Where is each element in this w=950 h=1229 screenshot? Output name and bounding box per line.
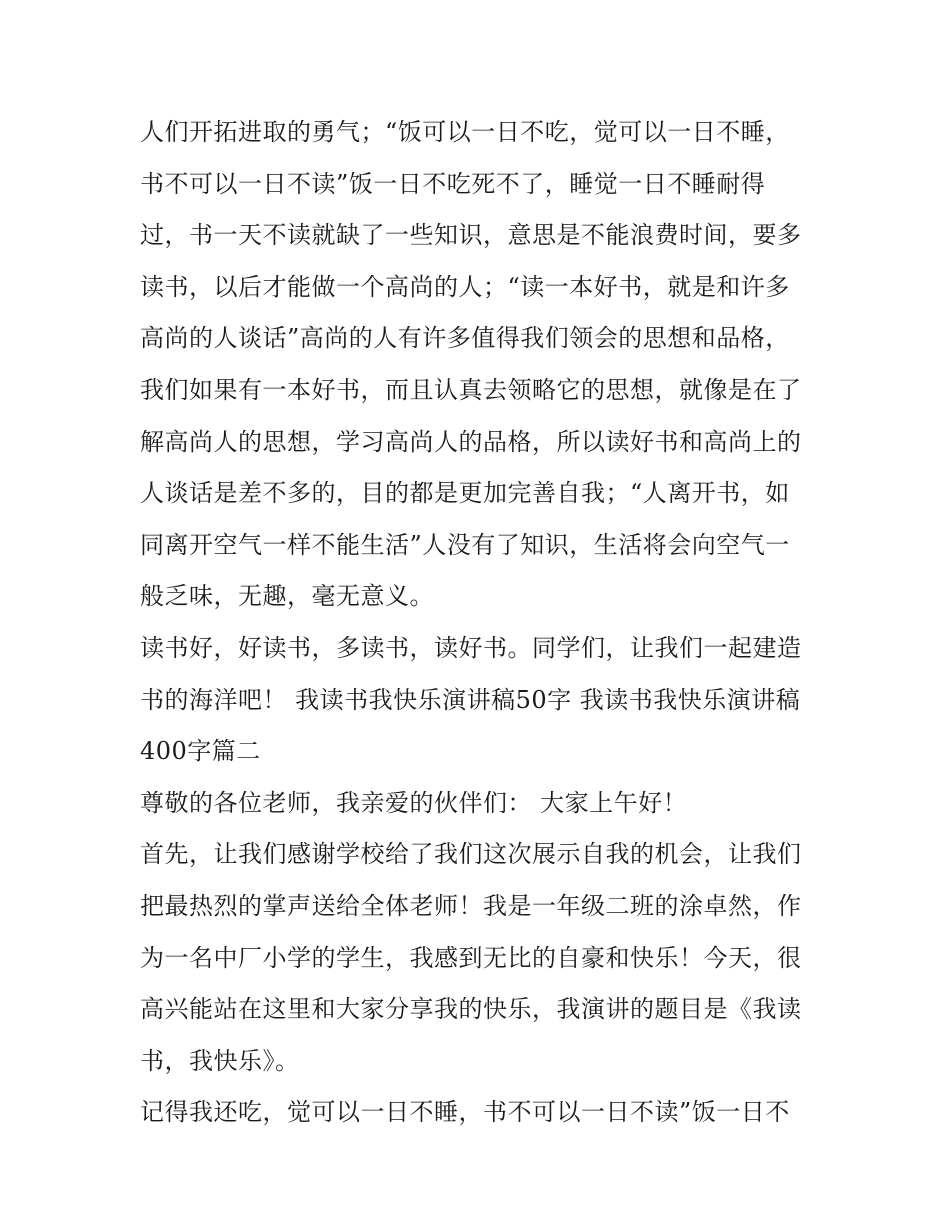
document-body bbox=[140, 110, 820, 1142]
text-line: 首先，让我们感谢学校给了我们这次展示自我的机会，让我们 bbox=[140, 840, 802, 869]
text-line: 书不可以一日不读”饭一日不吃死不了，睡觉一日不睡耐得 bbox=[140, 169, 766, 198]
text-line: 把最热烈的掌声送给全体老师！我是一年级二班的涂卓然，作 bbox=[140, 891, 802, 920]
text-line: 高尚的人谈话”高尚的人有许多值得我们领会的思想和品格， bbox=[140, 324, 790, 353]
text-line: 我们如果有一本好书，而且认真去领略它的思想，就像是在了 bbox=[140, 375, 802, 404]
text-line: 为一名中厂小学的学生，我感到无比的自豪和快乐！今天，很 bbox=[140, 943, 802, 972]
text-line: 般乏味，无趣，毫无意义。 bbox=[140, 582, 434, 611]
text-line: 人们开拓进取的勇气；“饭可以一日不吃，觉可以一日不睡， bbox=[140, 118, 790, 146]
text-line: 书的海洋吧！ 我读书我快乐演讲稿50字 我读书我快乐演讲稿 bbox=[140, 685, 801, 714]
text-line: 记得我还吃，觉可以一日不睡，书不可以一日不读”饭一日不 bbox=[140, 1098, 790, 1127]
text-line: 过，书一天不读就缺了一些知识，意思是不能浪费时间，要多 bbox=[140, 221, 802, 250]
text-line: 读书，以后才能做一个高尚的人；“读一本好书，就是和许多 bbox=[140, 272, 790, 301]
text-line: 同离开空气一样不能生活”人没有了知识，生活将会向空气一 bbox=[140, 530, 790, 559]
text-line: 书，我快乐》。 bbox=[140, 1046, 300, 1075]
text-line: 读书好，好读书，多读书，读好书。同学们，让我们一起建造 bbox=[140, 633, 802, 662]
text-line: 高兴能站在这里和大家分享我的快乐，我演讲的题目是《我读 bbox=[140, 995, 802, 1024]
text-line: 解高尚人的思想，学习高尚人的品格，所以读好书和高尚上的 bbox=[140, 427, 802, 456]
text-line: 尊敬的各位老师，我亲爱的伙伴们： 大家上午好！ bbox=[140, 788, 688, 817]
text-line: 400字篇二 bbox=[140, 737, 261, 766]
text-line: 人谈话是差不多的，目的都是更加完善自我；“人离开书，如 bbox=[140, 479, 790, 508]
